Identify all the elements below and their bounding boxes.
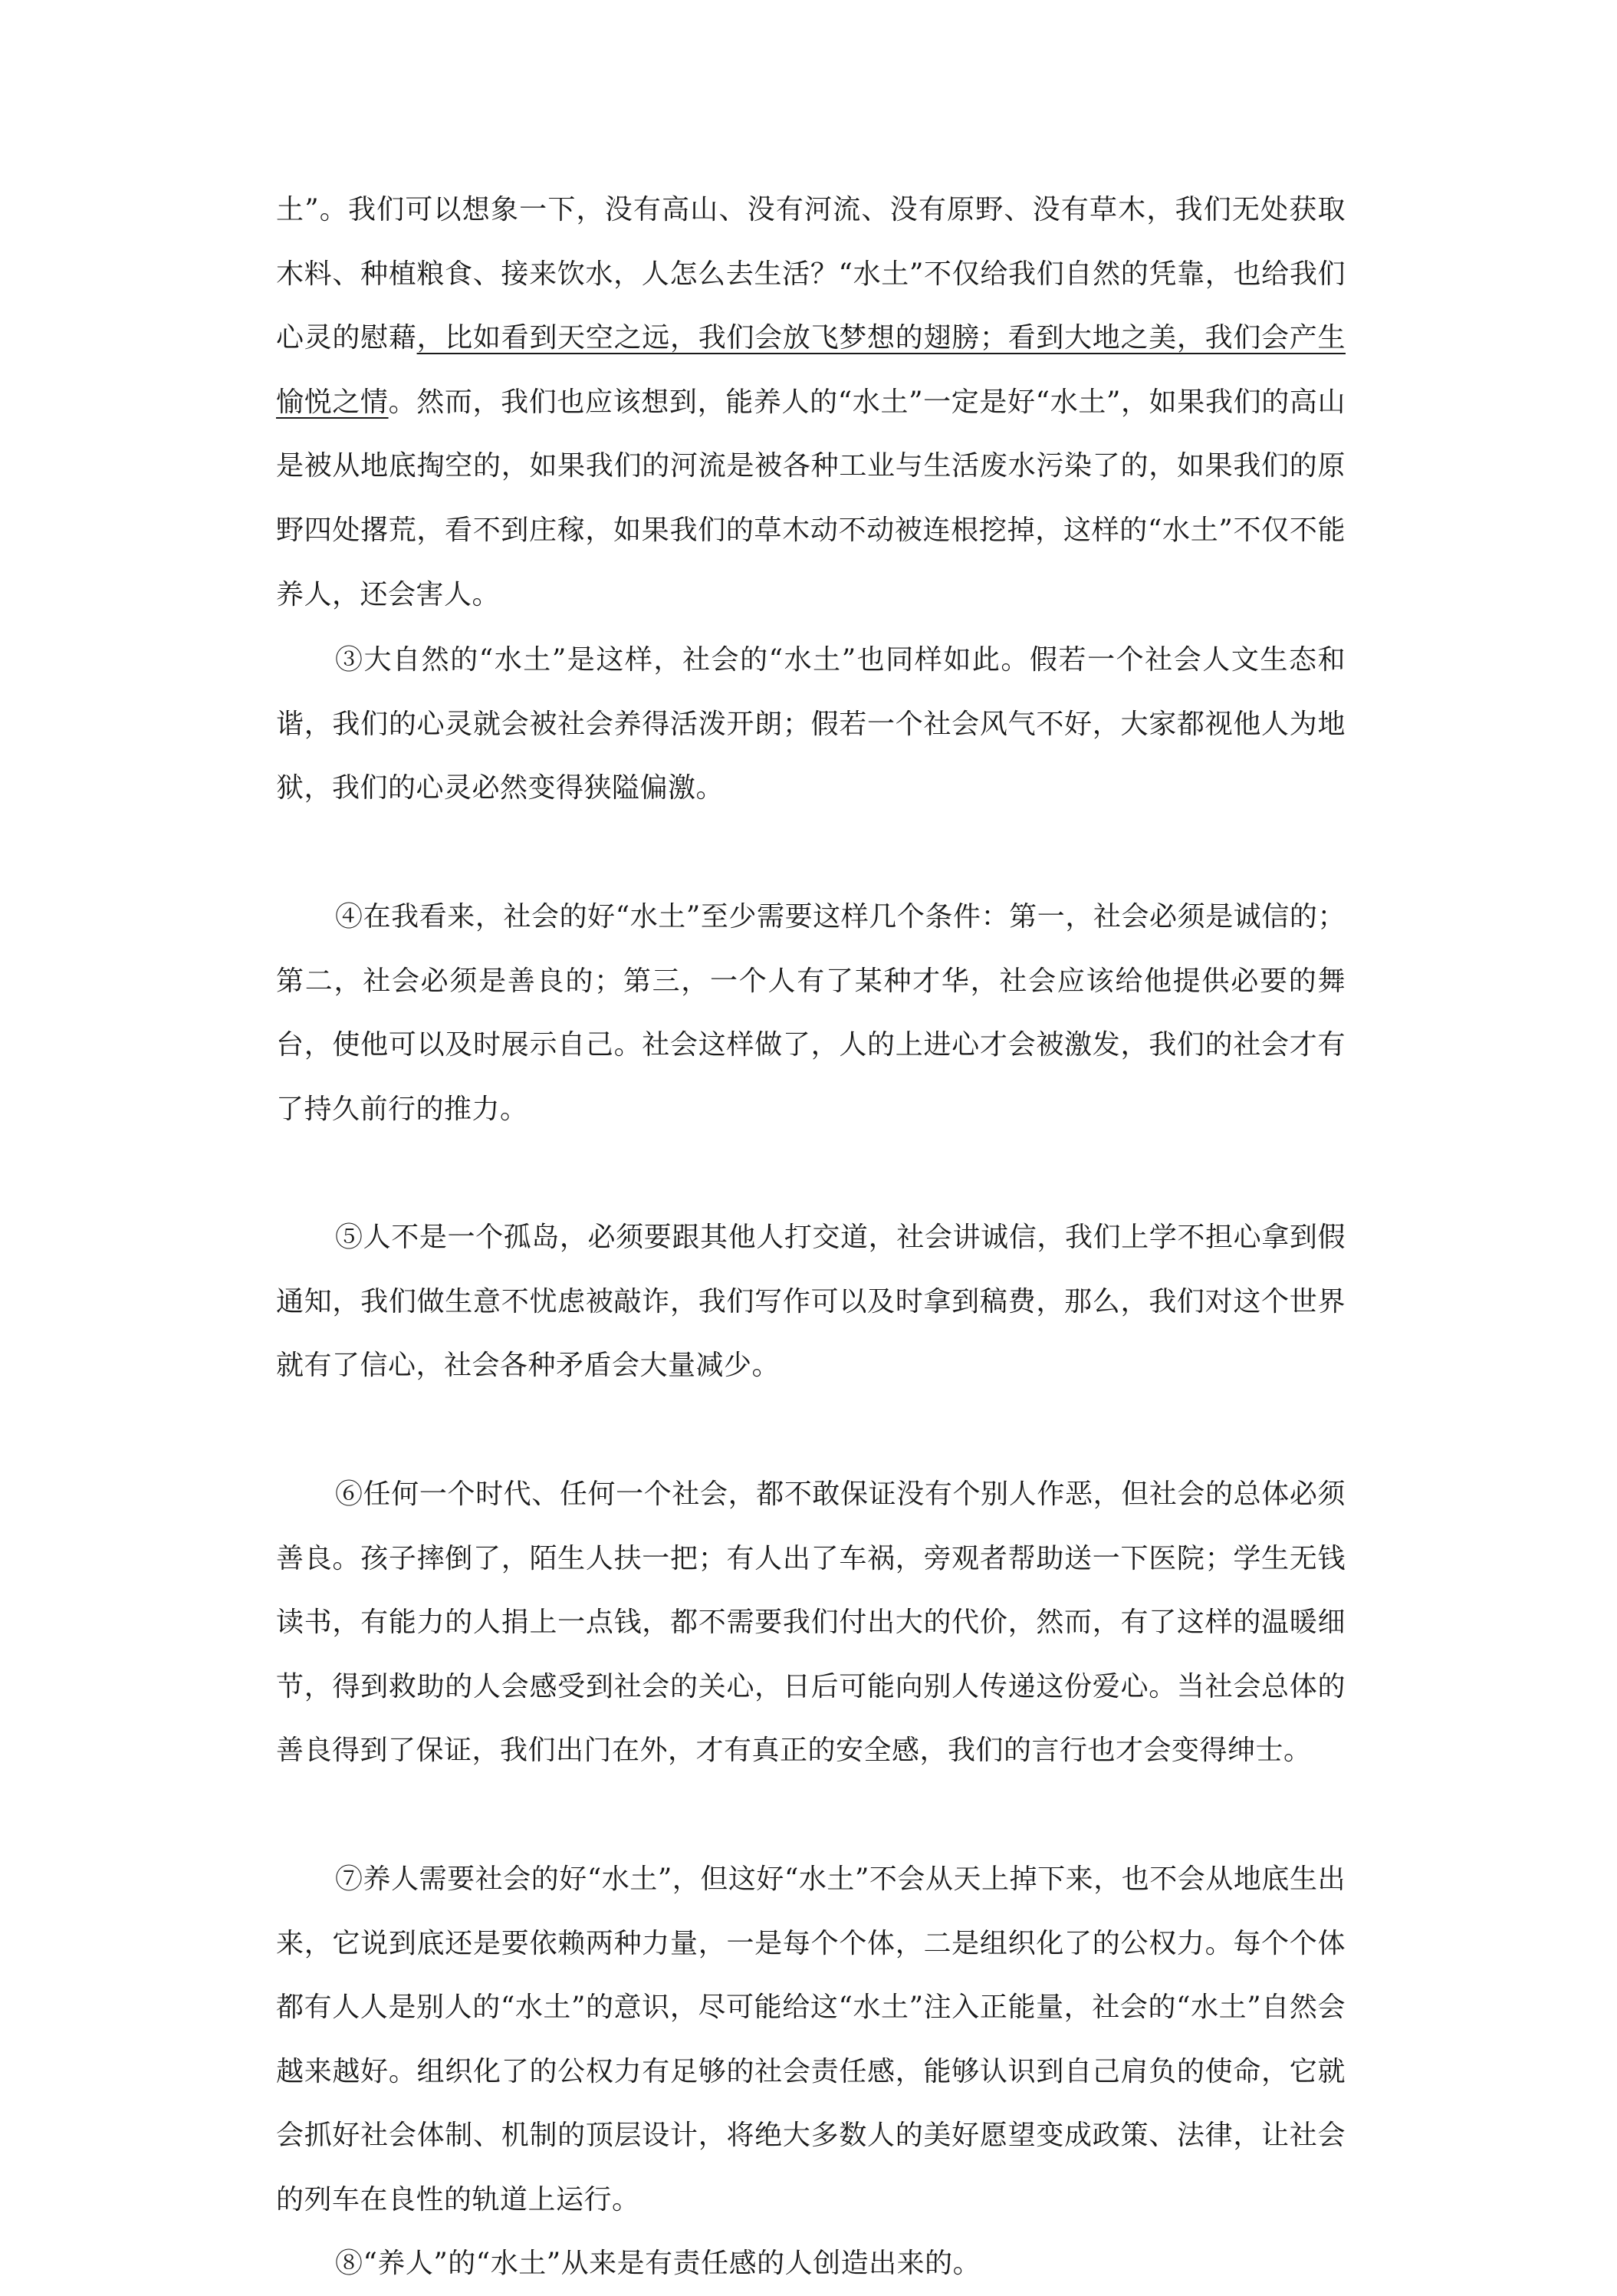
paragraph-6: ⑥任何一个时代、任何一个社会，都不敢保证没有个别人作恶，但社会的总体必须善良。孩子摔倒了，陌生人扶一把；有人出了车祸，旁观者帮助送一下医院；学生无钱读书，有能力的人捐上一点钱，都不需要我们付出大的代价，然而，有了这样的温暖细节，得到救助的人会感受到社会的关心，日后可能向别人传递这份爱心。当社会总体的善良得到了保证，我们出门在外，才有真正的安全感，我们的言行也才会变得绅士。 — [276, 1479, 1346, 1767]
paragraph-8: ⑧“养人”的“水土”从来是有责任感的人创造出来的。 — [335, 2248, 981, 2279]
paragraph-4: ④在我看来，社会的好“水土”至少需要这样几个条件：第一，社会必须是诚信的；第二，社会必须是善良的；第三，一个人有了某种才华，社会应该给他提供必要的舞台，使他可以及时展示自己。社会这样做了，人的上进心才会被激发，我们的社会才有了持久前行的推力。 — [276, 901, 1346, 1125]
paragraph-5: ⑤人不是一个孤岛，必须要跟其他人打交道，社会讲诚信，我们上学不担心拿到假通知，我们做生意不忧虑被敲诈，我们写作可以及时拿到稿费，那么，我们对这个世界就有了信心，社会各种矛盾会大量减少。 — [276, 1222, 1346, 1382]
paragraph-2 — [276, 178, 1346, 627]
paragraph-3: ③大自然的“水土”是这样，社会的“水土”也同样如此。假若一个社会人文生态和谐，我们的心灵就会被社会养得活泼开朗；假若一个社会风气不好，大家都视他人为地狱，我们的心灵必然变得狭隘偏激。 — [276, 644, 1346, 804]
paragraph-2-text-end: 。然而，我们也应该想到，能养人的“水土”一定是好“水土”，如果我们的高山是被从地底掏空的，如果我们的河流是被各种工业与生活废水污染了的，如果我们的原野四处撂荒，看不到庄稼，如果我们的草木动不动被连根挖掉，这样的“水土”不仅不能养人，还会害人。 — [276, 386, 1346, 610]
underlined-sentence: ，比如看到天空之远，我们会放飞梦想的翅膀；看到大地之美，我们会产生愉悦之情 — [276, 322, 1346, 418]
paragraph-2-text-start: 土”。我们可以想象一下，没有高山、没有河流、没有原野、没有草木，我们无处获取木料、种植粮食、接来饮水，人怎么去生活？“水土”不仅给我们自然的凭靠，也给我们心灵的慰藉 — [276, 194, 1346, 354]
paragraph-7: ⑦养人需要社会的好“水土”，但这好“水土”不会从天上掉下来，也不会从地底生出来，它说到底还是要依赖两种力量，一是每个个体，二是组织化了的公权力。每个个体都有人人是别人的“水土”的意识，尽可能给这“水土”注入正能量，社会的“水土”自然会越来越好。组织化了的公权力有足够的社会责任感，能够认识到自己肩负的使命，它就会抓好社会体制、机制的顶层设计，将绝大多数人的美好愿望变成政策、法律，让社会的列车在良性的轨道上运行。 — [276, 1863, 1346, 2215]
